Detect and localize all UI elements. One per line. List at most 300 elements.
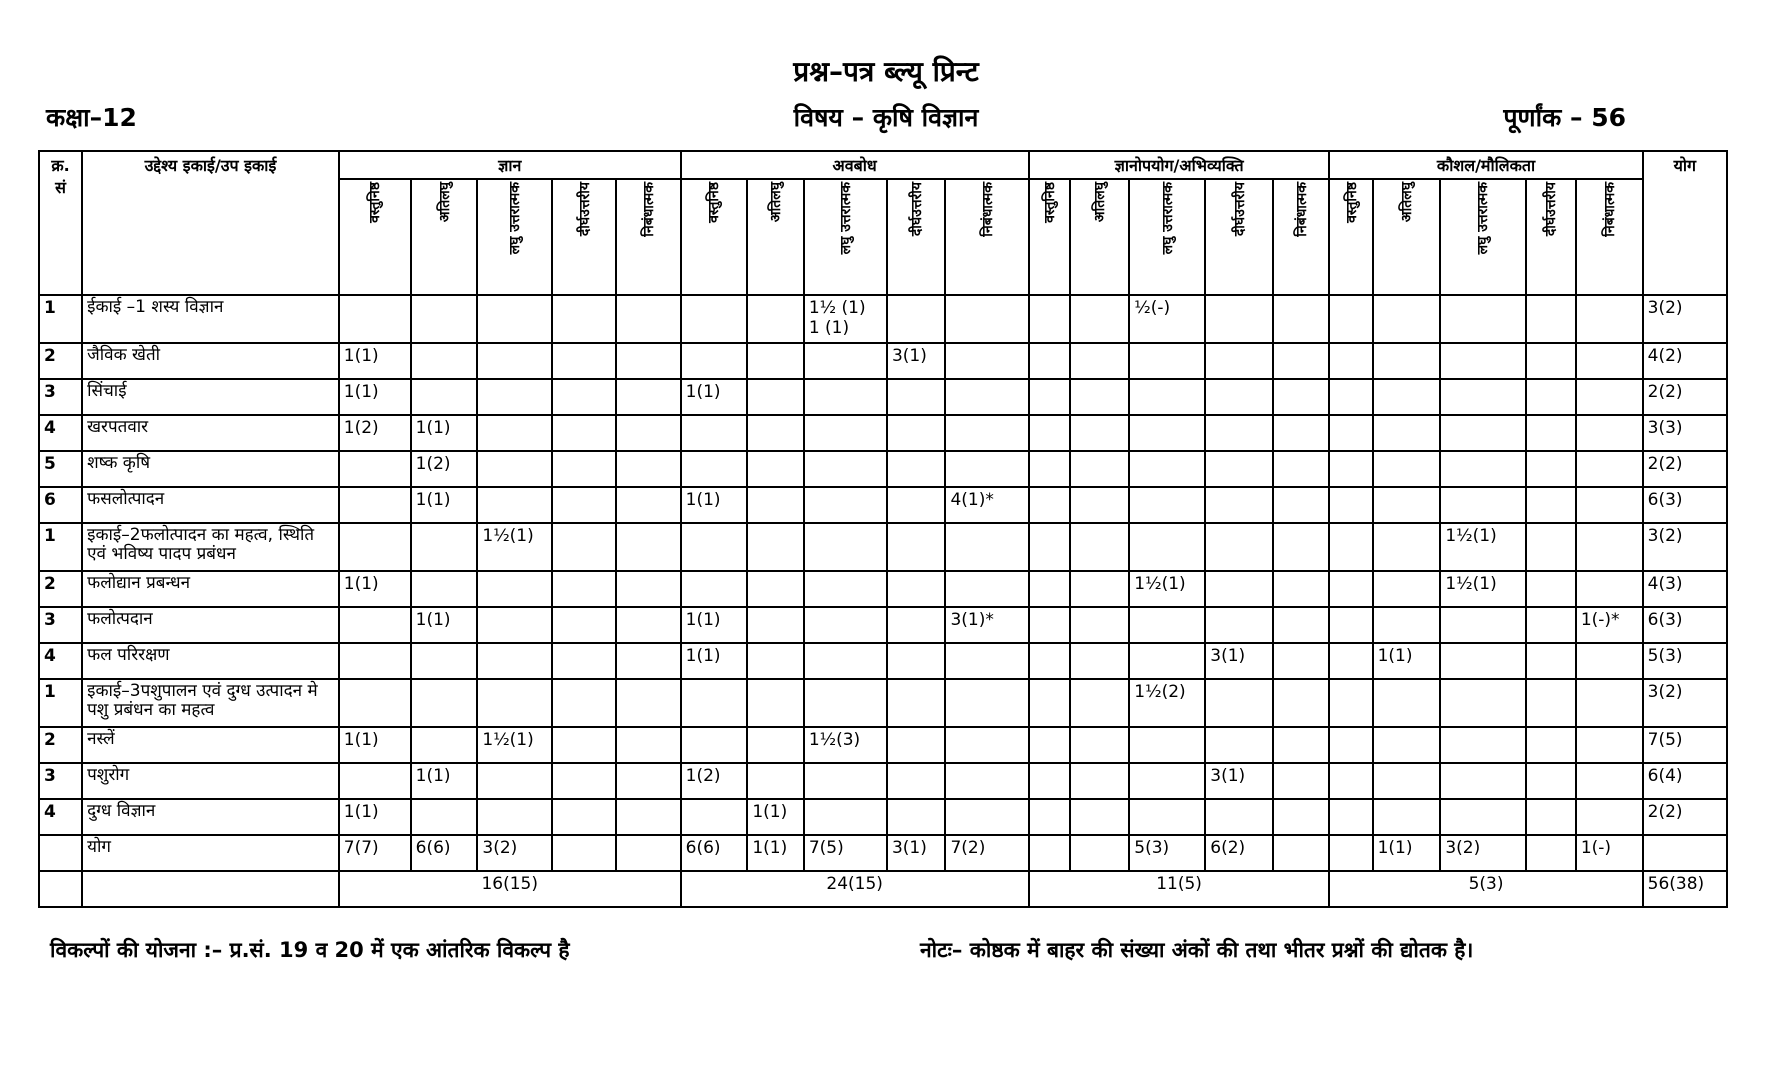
value-cell (747, 523, 803, 571)
row-number: 2 (39, 343, 82, 379)
table-row (39, 607, 1727, 643)
value-cell (1273, 607, 1329, 643)
value-cell (411, 643, 478, 679)
value-cell (1273, 487, 1329, 523)
column-header-label: निबंधात्मक (979, 182, 996, 237)
value-cell (1576, 451, 1643, 487)
group-header-gyanopyog: ज्ञानोपयोग/अभिव्यक्ति (1029, 151, 1330, 179)
blueprint-table (38, 150, 1728, 908)
value-cell (616, 799, 681, 835)
value-cell (1070, 763, 1130, 799)
table-row (39, 763, 1727, 799)
value-cell: 1(-)* (1576, 607, 1643, 643)
value-cell (552, 835, 616, 871)
value-cell (1273, 679, 1329, 727)
total-row (39, 835, 1727, 871)
value-cell (681, 343, 748, 379)
value-cell (1373, 415, 1441, 451)
value-cell (1205, 523, 1273, 571)
value-cell (411, 343, 478, 379)
value-cell (616, 523, 681, 571)
row-total: 2(2) (1643, 379, 1727, 415)
value-cell (339, 763, 411, 799)
value-cell (1373, 379, 1441, 415)
value-cell (411, 799, 478, 835)
value-cell (411, 727, 478, 763)
value-cell (945, 643, 1028, 679)
value-cell (1070, 295, 1130, 343)
value-cell (477, 415, 552, 451)
column-header-label: निबंधात्मक (1601, 182, 1618, 237)
unit-name: फलोत्पदान (82, 607, 339, 643)
value-cell (1576, 379, 1643, 415)
row-total: 7(5) (1643, 727, 1727, 763)
group-total: 5(3) (1329, 871, 1642, 907)
value-cell (945, 415, 1028, 451)
table-row (39, 727, 1727, 763)
row-total: 6(3) (1643, 607, 1727, 643)
value-cell (1205, 343, 1273, 379)
value-cell (1029, 763, 1070, 799)
value-cell (552, 643, 616, 679)
column-header (339, 179, 411, 295)
value-cell (681, 799, 748, 835)
value-cell (681, 415, 748, 451)
column-header-label: निबंधात्मक (640, 182, 657, 237)
value-cell (1070, 607, 1130, 643)
value-cell (1373, 343, 1441, 379)
value-cell (552, 379, 616, 415)
value-cell (1273, 343, 1329, 379)
value-cell (1373, 763, 1441, 799)
value-cell (1576, 415, 1643, 451)
value-cell (1329, 379, 1372, 415)
group-total: 24(15) (681, 871, 1029, 907)
value-cell (887, 571, 946, 607)
value-cell (1526, 523, 1576, 571)
value-cell (616, 835, 681, 871)
column-header-label: दीर्घउत्तरीय (908, 182, 925, 237)
column-header (411, 179, 478, 295)
value-cell (1373, 679, 1441, 727)
value-cell (887, 679, 946, 727)
row-total: 4(2) (1643, 343, 1727, 379)
value-cell (616, 643, 681, 679)
value-cell (804, 451, 887, 487)
column-header-label: वस्तुनिष्ठ (1041, 182, 1058, 223)
value-cell (1576, 343, 1643, 379)
value-cell: 1(2) (339, 415, 411, 451)
value-cell: 5(3) (1129, 835, 1205, 871)
column-header-label: अतिलघु (1092, 182, 1108, 223)
value-cell (1029, 607, 1070, 643)
value-cell (1526, 571, 1576, 607)
value-cell: 1(-) (1576, 835, 1643, 871)
column-header (1576, 179, 1643, 295)
row-total: 3(2) (1643, 295, 1727, 343)
value-cell (887, 295, 946, 343)
value-cell (681, 451, 748, 487)
value-cell (887, 763, 946, 799)
value-cell (1029, 727, 1070, 763)
value-cell (1373, 727, 1441, 763)
value-cell (411, 523, 478, 571)
row-number: 5 (39, 451, 82, 487)
table-row (39, 643, 1727, 679)
group-total: 11(5) (1029, 871, 1330, 907)
value-cell (1576, 799, 1643, 835)
value-cell (887, 379, 946, 415)
column-header (945, 179, 1028, 295)
value-cell (1440, 643, 1525, 679)
value-cell (1273, 643, 1329, 679)
value-cell (747, 679, 803, 727)
value-cell: 3(1) (887, 835, 946, 871)
value-cell (681, 523, 748, 571)
value-cell (887, 487, 946, 523)
value-cell (1205, 451, 1273, 487)
value-cell (1129, 451, 1205, 487)
value-cell (1526, 835, 1576, 871)
value-cell (747, 763, 803, 799)
value-cell (1205, 679, 1273, 727)
value-cell (1029, 571, 1070, 607)
value-cell: 1(1) (681, 379, 748, 415)
unit-name: दुग्ध विज्ञान (82, 799, 339, 835)
value-cell (1029, 679, 1070, 727)
value-cell (339, 487, 411, 523)
value-cell: ½(-) (1129, 295, 1205, 343)
value-cell (1576, 571, 1643, 607)
value-cell (887, 415, 946, 451)
empty-cell (82, 871, 339, 907)
row-number: 2 (39, 727, 82, 763)
value-cell: 1(1) (411, 763, 478, 799)
column-header-label: लघु उत्तरात्मक (1475, 182, 1492, 255)
value-cell: 1(1) (681, 643, 748, 679)
value-cell (1373, 451, 1441, 487)
value-cell (1329, 571, 1372, 607)
value-cell (1273, 799, 1329, 835)
unit-name: फसलोत्पादन (82, 487, 339, 523)
table-row (39, 343, 1727, 379)
value-cell: 1½(1) (1129, 571, 1205, 607)
value-cell (1576, 523, 1643, 571)
row-total: 6(4) (1643, 763, 1727, 799)
group-header-gyan: ज्ञान (339, 151, 681, 179)
value-cell (747, 379, 803, 415)
column-header-label: वस्तुनिष्ठ (706, 182, 723, 223)
row-number: 1 (39, 679, 82, 727)
row-number: 3 (39, 607, 82, 643)
value-cell (1576, 295, 1643, 343)
value-cell: 1(1) (411, 487, 478, 523)
value-cell (945, 343, 1028, 379)
value-cell (339, 607, 411, 643)
value-cell (1373, 487, 1441, 523)
column-header-label: दीर्घउत्तरीय (1231, 182, 1248, 237)
value-cell (411, 379, 478, 415)
value-cell (1273, 763, 1329, 799)
value-cell (1273, 295, 1329, 343)
value-cell: 3(2) (1440, 835, 1525, 871)
value-cell (1373, 799, 1441, 835)
value-cell (339, 295, 411, 343)
row-total: 6(3) (1643, 487, 1727, 523)
unit-name: सिंचाई (82, 379, 339, 415)
value-cell (945, 571, 1028, 607)
value-cell (804, 763, 887, 799)
column-header (1526, 179, 1576, 295)
column-header (887, 179, 946, 295)
value-cell (477, 679, 552, 727)
column-header (681, 179, 748, 295)
column-header-label: लघु उत्तरात्मक (837, 182, 854, 255)
value-cell (339, 679, 411, 727)
value-cell (552, 727, 616, 763)
value-cell (804, 679, 887, 727)
value-cell (1029, 295, 1070, 343)
value-cell (477, 379, 552, 415)
value-cell (1526, 607, 1576, 643)
value-cell (616, 415, 681, 451)
value-cell (1373, 295, 1441, 343)
unit-name: शष्क कृषि (82, 451, 339, 487)
value-cell (1329, 799, 1372, 835)
page-title: प्रश्न–पत्र ब्ल्यू प्रिन्ट (793, 55, 979, 88)
value-cell: 7(2) (945, 835, 1028, 871)
value-cell (1526, 379, 1576, 415)
column-header (1205, 179, 1273, 295)
column-header (804, 179, 887, 295)
value-cell (1526, 295, 1576, 343)
value-cell (411, 295, 478, 343)
value-cell (1329, 679, 1372, 727)
value-cell (1329, 607, 1372, 643)
value-cell (616, 487, 681, 523)
value-cell (616, 343, 681, 379)
value-cell (804, 343, 887, 379)
value-cell (1440, 343, 1525, 379)
value-cell (747, 487, 803, 523)
value-cell (1373, 523, 1441, 571)
value-cell (887, 607, 946, 643)
value-cell (552, 295, 616, 343)
row-total: 5(3) (1643, 643, 1727, 679)
column-header (1070, 179, 1130, 295)
value-cell (1273, 451, 1329, 487)
value-cell (1329, 487, 1372, 523)
value-cell (1205, 727, 1273, 763)
value-cell (477, 799, 552, 835)
value-cell (747, 727, 803, 763)
options-note: विकल्पों की योजना :– प्र.सं. 19 व 20 में एक आंतरिक विकल्प है (50, 938, 570, 962)
column-header-label: वस्तुनिष्ठ (367, 182, 384, 223)
row-total: 3(2) (1643, 679, 1727, 727)
value-cell (1526, 343, 1576, 379)
column-header (477, 179, 552, 295)
value-cell (1070, 643, 1130, 679)
value-cell (1273, 835, 1329, 871)
value-cell (1129, 643, 1205, 679)
value-cell (552, 415, 616, 451)
value-cell (804, 487, 887, 523)
value-cell (1440, 727, 1525, 763)
column-header-label: लघु उत्तरात्मक (507, 182, 524, 255)
value-cell: 1½(1) (477, 523, 552, 571)
full-marks-label: पूर्णांक – 56 (1503, 103, 1626, 132)
value-cell (804, 571, 887, 607)
value-cell (477, 487, 552, 523)
value-cell: 3(2) (477, 835, 552, 871)
value-cell (1029, 379, 1070, 415)
empty-cell (39, 835, 82, 871)
value-cell (1273, 727, 1329, 763)
subject-label: विषय – कृषि विज्ञान (793, 103, 979, 132)
value-cell: 3(1) (1205, 643, 1273, 679)
value-cell (552, 451, 616, 487)
column-header (1273, 179, 1329, 295)
value-cell: 1(2) (411, 451, 478, 487)
value-cell (1576, 643, 1643, 679)
row-total: 3(3) (1643, 415, 1727, 451)
value-cell (887, 727, 946, 763)
table-row (39, 415, 1727, 451)
value-cell: 1½(3) (804, 727, 887, 763)
value-cell: 1(1) (411, 607, 478, 643)
row-number: 4 (39, 643, 82, 679)
value-cell (1329, 343, 1372, 379)
unit-name: ईकाई –1 शस्य विज्ञान (82, 295, 339, 343)
value-cell (681, 571, 748, 607)
value-cell: 6(2) (1205, 835, 1273, 871)
value-cell (477, 607, 552, 643)
value-cell (339, 451, 411, 487)
value-cell: 1½(1) (1440, 523, 1525, 571)
value-cell (477, 295, 552, 343)
row-number: 6 (39, 487, 82, 523)
value-cell (552, 799, 616, 835)
value-cell (747, 295, 803, 343)
value-cell (1129, 343, 1205, 379)
column-header-label: निबंधात्मक (1293, 182, 1310, 237)
row-total: 3(2) (1643, 523, 1727, 571)
row-number: 4 (39, 799, 82, 835)
value-cell (804, 799, 887, 835)
table-row (39, 679, 1727, 727)
value-cell: 3(1)* (945, 607, 1028, 643)
value-cell (1129, 415, 1205, 451)
column-header-label: वस्तुनिष्ठ (1343, 182, 1360, 223)
column-header (552, 179, 616, 295)
value-cell (1526, 415, 1576, 451)
value-cell (887, 451, 946, 487)
value-cell (1440, 487, 1525, 523)
value-cell (804, 607, 887, 643)
value-cell (747, 343, 803, 379)
value-cell (887, 643, 946, 679)
value-cell (747, 571, 803, 607)
value-cell (804, 379, 887, 415)
value-cell (747, 607, 803, 643)
value-cell: 1(1) (411, 415, 478, 451)
value-cell (1129, 727, 1205, 763)
value-cell (747, 415, 803, 451)
total-header: योग (1643, 151, 1727, 295)
value-cell (945, 295, 1028, 343)
class-label: कक्षा–12 (46, 103, 137, 132)
value-cell: 1(1) (339, 727, 411, 763)
value-cell (1440, 379, 1525, 415)
value-cell (1129, 607, 1205, 643)
value-cell: 1(2) (681, 763, 748, 799)
group-total: 16(15) (339, 871, 681, 907)
value-cell (477, 451, 552, 487)
value-cell: 1(1) (339, 379, 411, 415)
column-header-label: अतिलघु (1398, 182, 1415, 223)
unit-name: जैविक खेती (82, 343, 339, 379)
value-cell: 6(6) (681, 835, 748, 871)
value-cell (1070, 799, 1130, 835)
value-cell (1576, 487, 1643, 523)
value-cell (411, 679, 478, 727)
table-row (39, 487, 1727, 523)
value-cell (1440, 415, 1525, 451)
value-cell (1526, 643, 1576, 679)
value-cell (1329, 835, 1372, 871)
value-cell (1440, 679, 1525, 727)
value-cell (1526, 727, 1576, 763)
value-cell: 7(5) (804, 835, 887, 871)
value-cell: 7(7) (339, 835, 411, 871)
column-header (1329, 179, 1372, 295)
value-cell (1576, 727, 1643, 763)
value-cell (1526, 763, 1576, 799)
value-cell (1070, 451, 1130, 487)
value-cell (552, 571, 616, 607)
group-header-avabodh: अवबोध (681, 151, 1029, 179)
value-cell (1205, 295, 1273, 343)
value-cell: 1½ (1) 1 (1) (804, 295, 887, 343)
value-cell (1440, 799, 1525, 835)
value-cell (1070, 679, 1130, 727)
table-row (39, 571, 1727, 607)
value-cell (1070, 415, 1130, 451)
unit-name: इकाई–2फलोत्पादन का महत्व, स्थिति एवं भविष्य पादप प्रबंधन (82, 523, 339, 571)
value-cell: 6(6) (411, 835, 478, 871)
row-total: 2(2) (1643, 451, 1727, 487)
column-header (747, 179, 803, 295)
value-cell (1029, 415, 1070, 451)
value-cell (339, 643, 411, 679)
bracket-note: नोटः– कोष्ठक में बाहर की संख्या अंकों की तथा भीतर प्रश्नों की द्योतक है। (920, 938, 1474, 962)
value-cell (339, 523, 411, 571)
table-row (39, 799, 1727, 835)
value-cell (804, 415, 887, 451)
value-cell (945, 379, 1028, 415)
value-cell: 1½(1) (1440, 571, 1525, 607)
table-row (39, 295, 1727, 343)
value-cell (945, 799, 1028, 835)
value-cell (681, 727, 748, 763)
unit-name: फल परिरक्षण (82, 643, 339, 679)
value-cell (1273, 379, 1329, 415)
value-cell (804, 643, 887, 679)
value-cell (1329, 415, 1372, 451)
column-header (1129, 179, 1205, 295)
row-number: 2 (39, 571, 82, 607)
grand-total: 56(38) (1643, 871, 1727, 907)
